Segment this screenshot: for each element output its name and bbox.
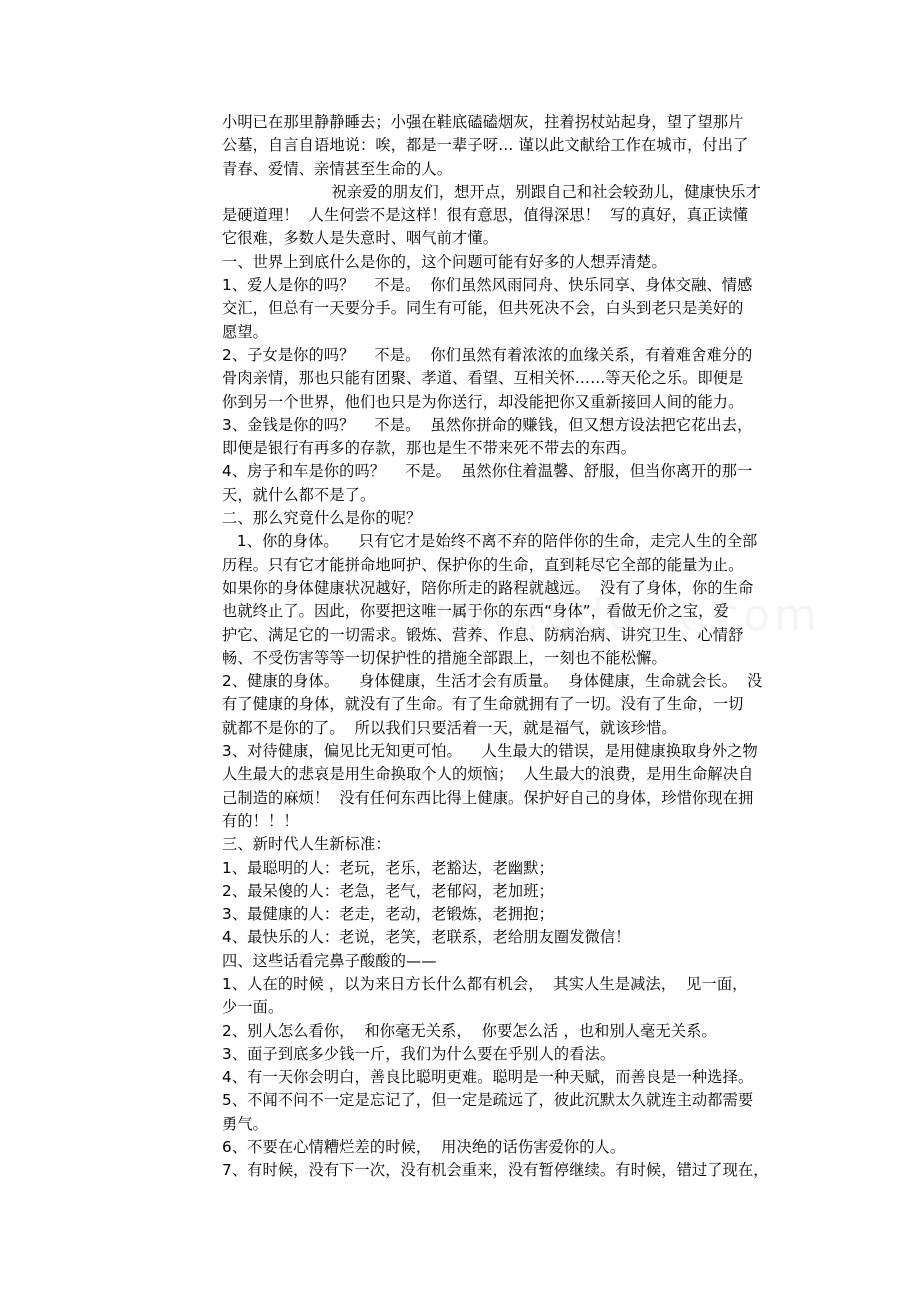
text-line: 6、不要在心情糟烂差的时候， 用决绝的话伤害爱你的人。 bbox=[222, 1138, 626, 1157]
text-line: 少一面。 bbox=[222, 998, 284, 1017]
text-line: 愿望。 bbox=[222, 322, 269, 341]
text-line: 勇气。 bbox=[222, 1114, 269, 1133]
text-line: 畅、不受伤害等等一切保护性的措施全部跟上，一刻也不能松懈。 bbox=[222, 648, 667, 667]
text-line: 有的！！！ bbox=[222, 811, 299, 830]
text-line: 二、那么究竟什么是你的呢？ bbox=[222, 509, 422, 528]
text-line: 2、子女是你的吗？ 不是。 你们虽然有着浓浓的血缘关系，有着难舍难分的 bbox=[222, 345, 753, 364]
text-line: 有了健康的身体，就没有了生命。有了生命就拥有了一切。没有了生命，一切 bbox=[222, 695, 744, 714]
text-line: 3、面子到底多少钱一斤，我们为什么要在乎别人的看法。 bbox=[222, 1044, 616, 1063]
text-line: 青春、爱情、亲情甚至生命的人。 bbox=[222, 159, 453, 178]
text-line: 1、你的身体。 只有它才是始终不离不弃的陪伴你的生命，走完人生的全部 bbox=[222, 532, 758, 551]
text-line: 4、房子和车是你的吗？ 不是。 虽然你住着温馨、舒服，但当你离开的那一 bbox=[222, 462, 753, 481]
text-line: 骨肉亲情，那也只能有团聚、孝道、看望、互相关怀……等天伦之乐。即便是 bbox=[222, 369, 744, 388]
text-line: 3、金钱是你的吗？ 不是。 虽然你拼命的赚钱，但又想方设法把它花出去， bbox=[222, 415, 753, 434]
text-line: 2、别人怎么看你， 和你毫无关系， 你要怎么活 ，也和别人毫无关系。 bbox=[222, 1021, 717, 1040]
text-line: 它很难，多数人是失意时、咽气前才懂。 bbox=[222, 229, 499, 248]
text-line: 5、不闻不问不一定是忘记了，但一定是疏远了，彼此沉默太久就连主动都需要 bbox=[222, 1091, 754, 1110]
text-line: 你到另一个世界，他们也只是为你送行，却没能把你又重新接回人间的能力。 bbox=[222, 392, 744, 411]
text-line: 2、健康的身体。 身体健康，生活才会有质量。 身体健康，生命就会长。 没 bbox=[222, 672, 763, 691]
text-line: 小明已在那里静静睡去；小强在鞋底磕磕烟灰，拄着拐杖站起身，望了望那片 bbox=[222, 113, 744, 131]
text-line: 交汇，但总有一天要分手。同生有可能，但共死决不会，白头到老只是美好的 bbox=[222, 299, 744, 318]
text-line: 一、世界上到底什么是你的，这个问题可能有好多的人想弄清楚。 bbox=[222, 252, 667, 271]
text-line: 1、爱人是你的吗？ 不是。 你们虽然风雨同舟、快乐同享、身体交融、情感 bbox=[222, 276, 753, 295]
text-line: 三、新时代人生新标准： bbox=[222, 835, 391, 854]
text-line: 就都不是你的了。 所以我们只要活着一天，就是福气，就该珍惜。 bbox=[222, 718, 677, 737]
text-line: 人生最大的悲哀是用生命换取个人的烦恼； 人生最大的浪费，是用生命解决自 bbox=[222, 765, 754, 784]
text-line: 祝亲爱的朋友们，想开点，别跟自己和社会较劲儿，健康快乐才 bbox=[222, 182, 761, 201]
text-line: 护它、满足它的一切需求。锻炼、营养、作息、防病治病、讲究卫生、心情舒 bbox=[222, 625, 744, 644]
text-line: 也就终止了。因此，你要把这唯一属于你的东西“身体”，看做无价之宝，爱 bbox=[222, 602, 729, 621]
text-line: 历程。只有它才能拼命地呵护、保护你的生命，直到耗尽它全部的能量为止。 bbox=[222, 555, 744, 574]
text-line: 7、有时候，没有下一次，没有机会重来，没有暂停继续。有时候，错过了现在， bbox=[222, 1161, 769, 1180]
text-line: 天，就什么都不是了。 bbox=[222, 485, 376, 504]
text-line: 如果你的身体健康状况越好，陪你所走的路程就越远。 没有了身体，你的生命 bbox=[222, 578, 754, 597]
text-line: 4、有一天你会明白，善良比聪明更难。聪明是一种天赋，而善良是一种选择。 bbox=[222, 1068, 754, 1087]
text-line: 公墓，自言自语地说：唉，都是一辈子呀… 谨以此文献给工作在城市，付出了 bbox=[222, 136, 749, 155]
text-line: 3、对待健康，偏见比无知更可怕。 人生最大的错误，是用健康换取身外之物 bbox=[222, 742, 758, 761]
document-body bbox=[222, 111, 788, 1183]
text-line: 四、这些话看完鼻子酸酸的—— bbox=[222, 951, 437, 970]
text-line: 1、最聪明的人：老玩，老乐，老豁达，老幽默； bbox=[222, 858, 554, 877]
text-line: 是硬道理！ 人生何尝不是这样！很有意思，值得深思！ 写的真好，真正读懂 bbox=[222, 206, 749, 225]
text-line: 4、最快乐的人：老说，老笑，老联系，老给朋友圈发微信！ bbox=[222, 928, 631, 947]
text-line: 2、最呆傻的人：老急，老气，老郁闷，老加班； bbox=[222, 881, 554, 900]
text-line: 3、最健康的人：老走，老动，老锻炼，老拥抱； bbox=[222, 905, 554, 924]
text-line: 己制造的麻烦！ 没有任何东西比得上健康。保护好自己的身体，珍惜你现在拥 bbox=[222, 788, 754, 807]
text-line: 1、人在的时候 ，以为来日方长什么都有机会， 其实人生是减法， 见一面， bbox=[222, 974, 748, 993]
text-line: 即便是银行有再多的存款，那也是生不带来死不带去的东西。 bbox=[222, 439, 637, 458]
